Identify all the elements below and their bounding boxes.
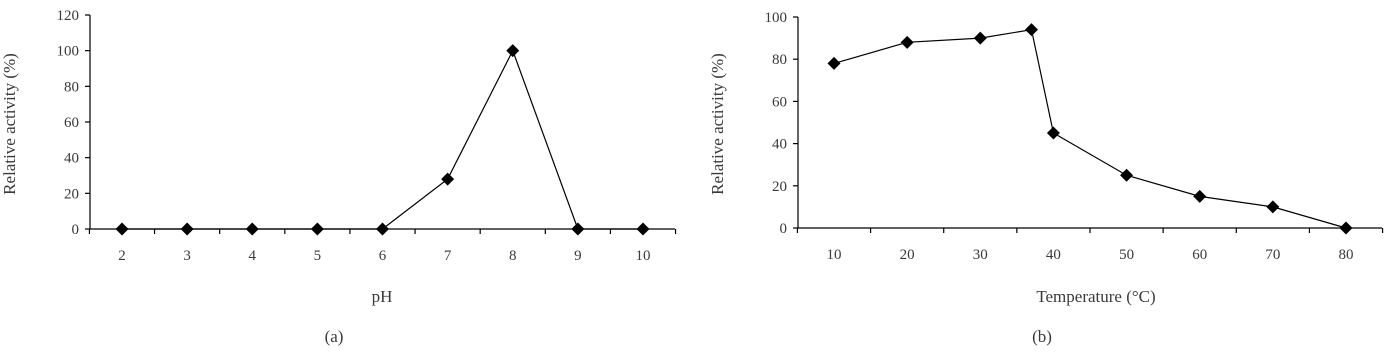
x-tick-label-b: 60 — [1192, 247, 1208, 263]
y-tick-label-a: 0 — [71, 222, 79, 238]
y-axis-title-a: Relative activity (%) — [0, 53, 19, 195]
y-tick-label-a: 120 — [56, 8, 79, 24]
data-point-a — [637, 223, 650, 236]
y-tick-label-b: 40 — [772, 136, 787, 153]
x-tick-label-b: 20 — [899, 247, 915, 263]
series-line-a — [122, 51, 643, 229]
data-point-b — [901, 36, 914, 49]
data-point-b — [1193, 190, 1206, 203]
data-point-a — [571, 223, 584, 236]
x-tick-label-a: 4 — [248, 248, 256, 264]
y-tick-label-a: 20 — [64, 186, 79, 203]
x-tick-label-a: 7 — [443, 248, 452, 264]
data-point-b — [1340, 222, 1353, 235]
x-tick-label-b: 50 — [1119, 247, 1135, 263]
y-tick-label-b: 0 — [779, 221, 787, 237]
data-point-b — [828, 57, 841, 70]
x-axis-title-a: pH — [371, 287, 393, 306]
y-tick-label-b: 60 — [772, 94, 787, 111]
data-point-a — [181, 223, 194, 236]
y-tick-label-b: 100 — [764, 10, 787, 26]
x-tick-label-b: 30 — [972, 247, 988, 263]
data-point-a — [246, 223, 259, 236]
x-tick-label-a: 9 — [574, 248, 582, 264]
x-tick-label-a: 10 — [635, 248, 651, 264]
data-point-b — [974, 32, 987, 45]
y-tick-label-a: 40 — [64, 150, 79, 167]
x-tick-label-b: 70 — [1265, 247, 1281, 263]
y-axis-title-b: Relative activity (%) — [708, 53, 727, 195]
data-point-b — [1266, 200, 1279, 213]
data-point-b — [1120, 169, 1133, 182]
panel-label-a: (a) — [324, 327, 344, 346]
x-tick-label-b: 80 — [1338, 247, 1354, 263]
chart-panel-a — [0, 8, 676, 346]
x-axis-title-b: Temperature (°C) — [1036, 287, 1156, 306]
data-point-b — [1047, 127, 1060, 140]
data-point-a — [441, 173, 454, 186]
x-tick-label-a: 8 — [509, 248, 517, 264]
y-tick-label-a: 80 — [64, 79, 79, 96]
series-line-b — [834, 30, 1346, 228]
data-point-a — [376, 223, 389, 236]
x-tick-label-a: 5 — [313, 248, 322, 264]
x-tick-label-b: 40 — [1045, 247, 1061, 263]
x-tick-label-a: 6 — [378, 248, 387, 264]
data-point-a — [116, 223, 129, 236]
y-tick-label-a: 100 — [56, 43, 79, 60]
x-tick-label-b: 10 — [826, 247, 842, 263]
chart-panel-b — [708, 10, 1383, 346]
panel-label-b: (b) — [1032, 327, 1052, 346]
data-point-b — [1025, 23, 1038, 36]
x-tick-label-a: 2 — [118, 248, 126, 264]
x-tick-label-a: 3 — [183, 248, 191, 264]
data-point-a — [311, 223, 324, 236]
y-tick-label-b: 20 — [772, 178, 787, 195]
y-tick-label-b: 80 — [772, 52, 787, 69]
y-tick-label-a: 60 — [64, 115, 79, 131]
data-point-a — [506, 44, 519, 57]
